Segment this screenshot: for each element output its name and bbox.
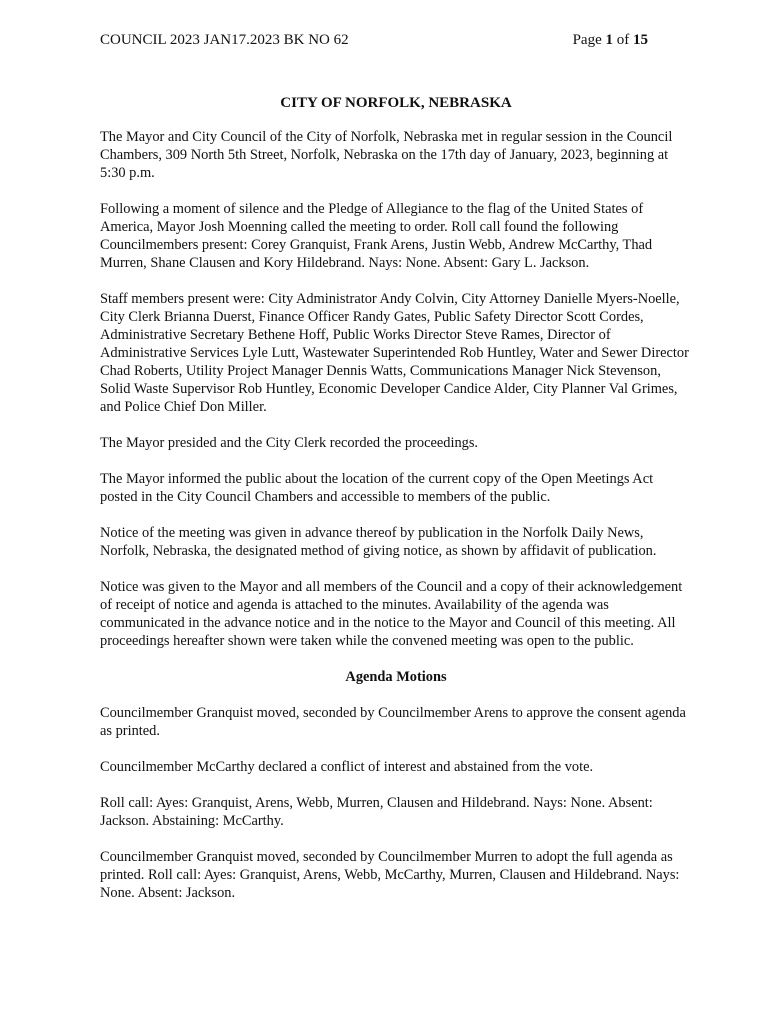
paragraph-notice-council: Notice was given to the Mayor and all members of the Council and a copy of their acknowledgement of receipt of notice and agenda is attached to the minutes. Availability of the agenda was communicated in the advance notice and in the notice to the Mayor and Council of this meeting. All proceedings hereafter shown were taken while the convened meeting was open to the public. [100, 579, 683, 649]
page-current: 1 [605, 32, 613, 48]
page-prefix: Page [572, 32, 606, 48]
paragraph-consent-roll-call: Roll call: Ayes: Granquist, Arens, Webb, Murren, Clausen and Hildebrand. Nays: None. Absent: Jackson. Abstaining: McCarthy. [100, 795, 653, 829]
paragraph-roll-call: Following a moment of silence and the Pledge of Allegiance to the flag of the United States of America, Mayor Josh Moenning called the meeting to order. Roll call found the following Councilmembers present: Corey Granquist, Frank Arens, Justin Webb, Andrew McCarthy, Thad Murren, Shane Clausen and Kory Hildebrand. Nays: None. Absent: Gary L. Jackson. [100, 201, 653, 271]
paragraph-staff: Staff members present were: City Administrator Andy Colvin, City Attorney Danielle Myers-Noelle, City Clerk Brianna Duerst, Finance Officer Randy Gates, Public Safety Director Scott Cordes, Administrative Secretary Bethene Hoff, Public Works Director Steve Rames, Director of Administrative Services Lyle Lutt, Wastewater Superintended Rob Huntley, Water and Sewer Director Chad Roberts, Utility Project Manager Dennis Watts, Communications Manager Nick Stevenson, Solid Waste Supervisor Rob Huntley, Economic Developer Candice Alder, City Planner Val Grimes, and Police Chief Don Miller. [100, 291, 689, 415]
paragraph-notice-publication: Notice of the meeting was given in advance thereof by publication in the Norfolk Daily News, Norfolk, Nebraska, the designated method of giving notice, as shown by affidavit of publication. [100, 525, 657, 559]
paragraph-presided: The Mayor presided and the City Clerk recorded the proceedings. [100, 435, 479, 451]
paragraph-conflict: Councilmember McCarthy declared a conflict of interest and abstained from the vote. [100, 759, 594, 775]
document-id: COUNCIL 2023 JAN17.2023 BK NO 62 [100, 32, 349, 48]
paragraph-full-agenda-motion: Councilmember Granquist moved, seconded by Councilmember Murren to adopt the full agenda as printed. Roll call: Ayes: Granquist, Arens, Webb, McCarthy, Murren, Clausen and Hildebrand. Nays: None. Absent: Jackson. [100, 849, 680, 901]
page-total: 15 [633, 32, 648, 48]
paragraph-session: The Mayor and City Council of the City of Norfolk, Nebraska met in regular session in the Council Chambers, 309 North 5th Street, Norfolk, Nebraska on the 17th day of January, 2023, beginning at 5:30 p.m. [100, 129, 673, 181]
paragraph-open-meetings: The Mayor informed the public about the location of the current copy of the Open Meetings Act posted in the City Council Chambers and accessible to members of the public. [100, 471, 654, 505]
paragraph-consent-motion: Councilmember Granquist moved, seconded by Councilmember Arens to approve the consent agenda as printed. [100, 705, 686, 739]
page-number [573, 31, 648, 49]
page-header [100, 31, 648, 49]
page-of: of [613, 32, 633, 48]
section-heading-agenda-motions: Agenda Motions [345, 669, 447, 685]
document-title: CITY OF NORFOLK, NEBRASKA [280, 95, 512, 111]
document-body [100, 94, 692, 920]
